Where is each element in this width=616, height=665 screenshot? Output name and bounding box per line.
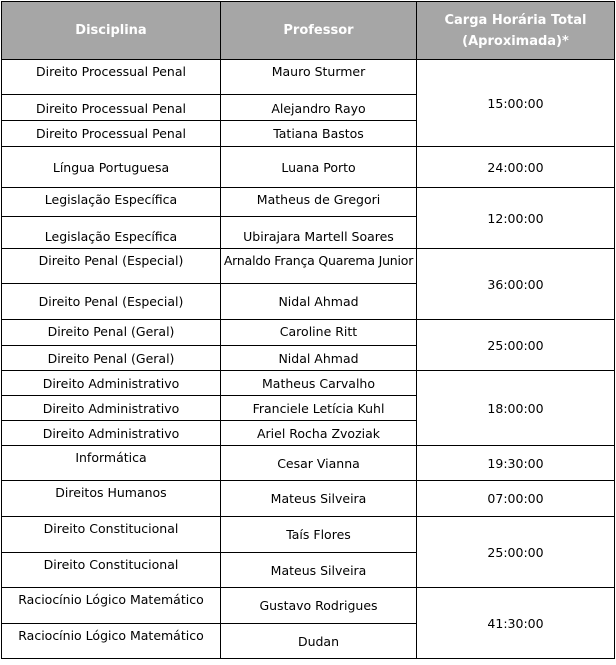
table-row <box>2 147 615 188</box>
cell-professor: Nidal Ahmad <box>221 346 417 371</box>
table-row <box>2 249 615 284</box>
table-row <box>2 588 615 624</box>
cell-disciplina: Legislação Específica <box>2 217 221 249</box>
table-row <box>2 60 615 95</box>
header-carga-line1: Carga Horária Total <box>444 12 587 28</box>
cell-disciplina: Raciocínio Lógico Matemático <box>2 588 221 624</box>
cell-disciplina: Direito Penal (Especial) <box>2 249 221 284</box>
cell-carga: 25:00:00 <box>417 320 615 371</box>
cell-professor: Alejandro Rayo <box>221 95 417 121</box>
cell-disciplina: Direito Penal (Geral) <box>2 346 221 371</box>
cell-disciplina: Informática <box>2 446 221 481</box>
header-carga-line2: (Aproximada)* <box>462 33 569 49</box>
table-row <box>2 371 615 396</box>
cell-professor: Dudan <box>221 624 417 659</box>
cell-professor: Ubirajara Martell Soares <box>221 217 417 249</box>
cell-professor: Taís Flores <box>221 517 417 553</box>
header-professor: Professor <box>221 2 417 60</box>
cell-professor: Franciele Letícia Kuhl <box>221 396 417 421</box>
table-row <box>2 446 615 481</box>
cell-disciplina: Direito Processual Penal <box>2 60 221 95</box>
schedule-table <box>1 1 615 659</box>
cell-disciplina: Direito Processual Penal <box>2 121 221 147</box>
cell-carga: 19:30:00 <box>417 446 615 481</box>
cell-professor: Mauro Sturmer <box>221 60 417 95</box>
cell-professor: Arnaldo França Quarema Junior <box>221 249 417 284</box>
cell-disciplina: Língua Portuguesa <box>2 147 221 188</box>
cell-professor: Mateus Silveira <box>221 481 417 517</box>
header-row <box>2 2 615 60</box>
cell-disciplina: Direito Penal (Especial) <box>2 284 221 320</box>
cell-carga: 36:00:00 <box>417 249 615 320</box>
cell-carga: 18:00:00 <box>417 371 615 446</box>
cell-disciplina: Direito Processual Penal <box>2 95 221 121</box>
cell-disciplina: Direito Administrativo <box>2 421 221 446</box>
cell-disciplina: Direito Administrativo <box>2 396 221 421</box>
cell-professor: Tatiana Bastos <box>221 121 417 147</box>
cell-professor: Nidal Ahmad <box>221 284 417 320</box>
cell-professor: Mateus Silveira <box>221 553 417 588</box>
cell-professor: Ariel Rocha Zvoziak <box>221 421 417 446</box>
table-row <box>2 188 615 217</box>
cell-carga: 07:00:00 <box>417 481 615 517</box>
cell-carga: 41:30:00 <box>417 588 615 659</box>
cell-disciplina: Direito Penal (Geral) <box>2 320 221 346</box>
cell-carga: 25:00:00 <box>417 517 615 588</box>
cell-disciplina: Direito Administrativo <box>2 371 221 396</box>
cell-disciplina: Direito Constitucional <box>2 553 221 588</box>
cell-professor: Matheus de Gregori <box>221 188 417 217</box>
cell-professor: Caroline Ritt <box>221 320 417 346</box>
table-row <box>2 481 615 517</box>
cell-professor: Cesar Vianna <box>221 446 417 481</box>
cell-disciplina: Direitos Humanos <box>2 481 221 517</box>
cell-carga: 15:00:00 <box>417 60 615 147</box>
header-carga-horaria <box>417 2 615 60</box>
cell-disciplina: Direito Constitucional <box>2 517 221 553</box>
cell-carga: 12:00:00 <box>417 188 615 249</box>
cell-disciplina: Legislação Específica <box>2 188 221 217</box>
cell-professor: Luana Porto <box>221 147 417 188</box>
cell-professor: Gustavo Rodrigues <box>221 588 417 624</box>
cell-carga: 24:00:00 <box>417 147 615 188</box>
header-disciplina: Disciplina <box>2 2 221 60</box>
table-row <box>2 320 615 346</box>
cell-professor: Matheus Carvalho <box>221 371 417 396</box>
table-row <box>2 517 615 553</box>
cell-disciplina: Raciocínio Lógico Matemático <box>2 624 221 659</box>
